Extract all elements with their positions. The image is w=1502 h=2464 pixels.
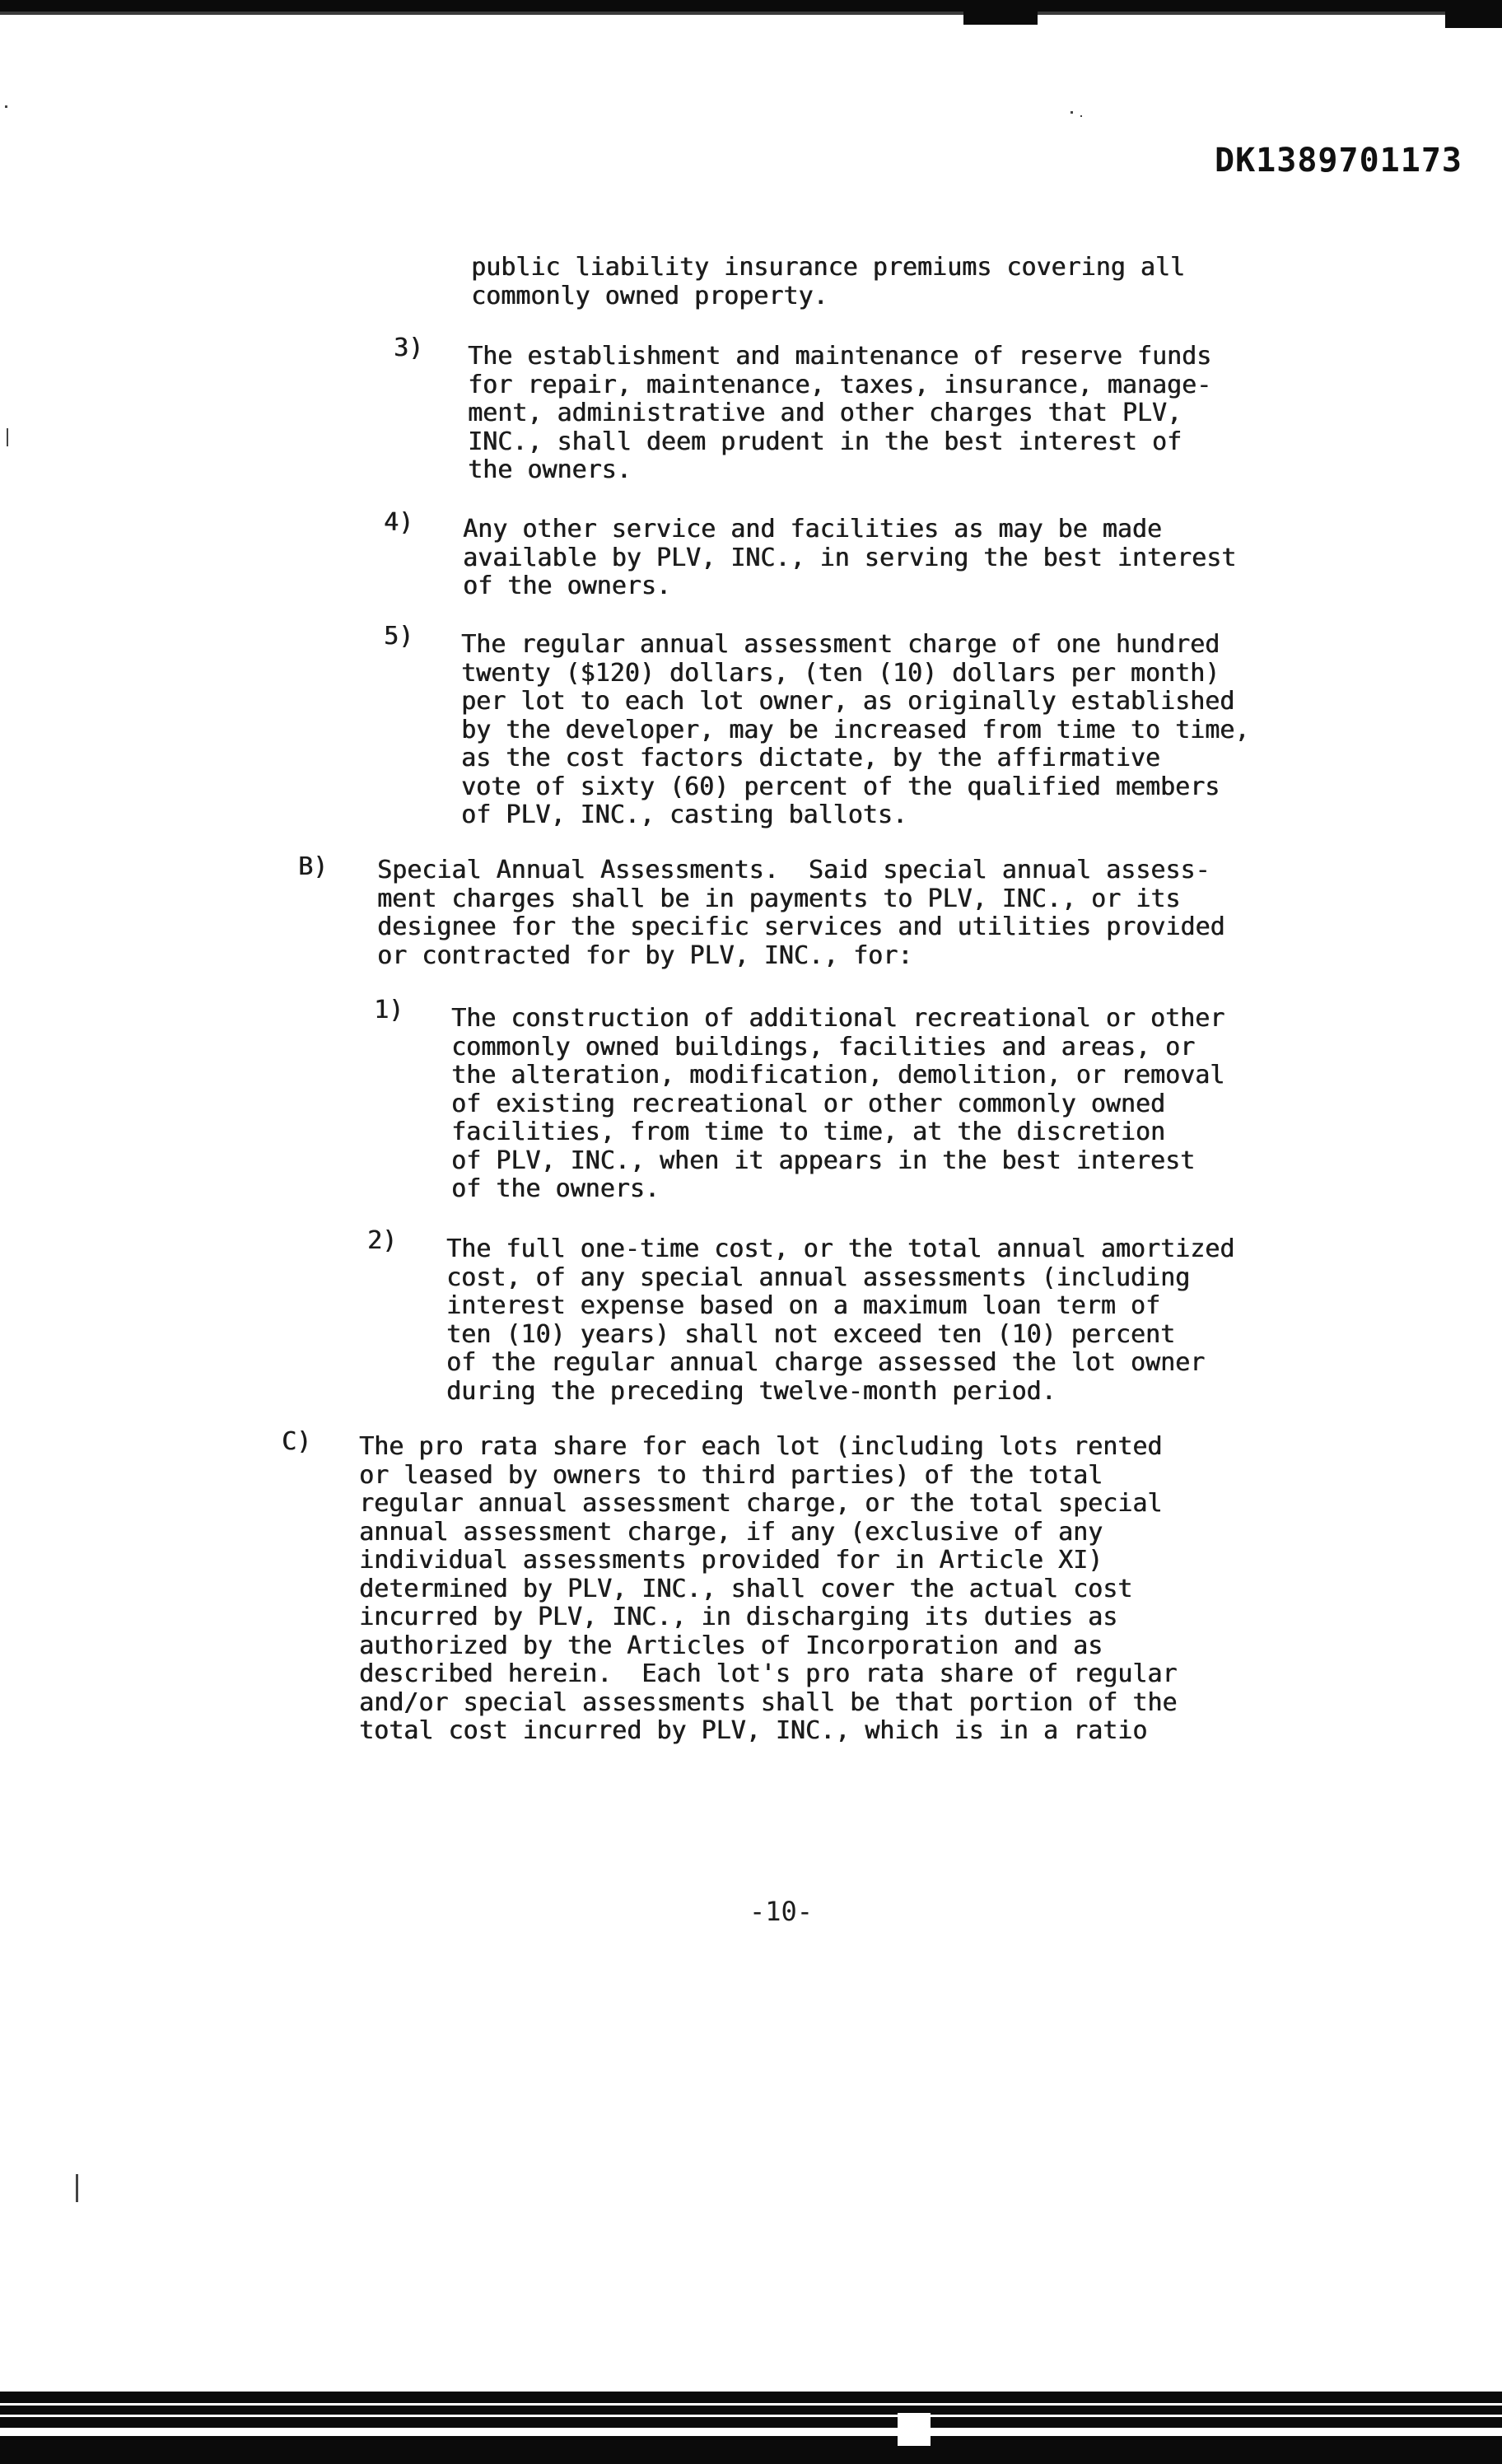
scan-blot: [963, 0, 1038, 25]
document-number: DK1389701173: [1215, 142, 1462, 180]
scan-border-top: [0, 0, 1502, 12]
scan-border-bottom: [0, 2392, 1502, 2428]
item-label-b1: 1): [374, 996, 404, 1024]
paragraph-continuation: public liability insurance premiums covering all commonly owned property.: [471, 253, 1185, 310]
scan-stripe: [0, 2415, 1502, 2417]
item-b1-text: The construction of additional recreational or other commonly owned buildings, facilities and areas, or the alteration, modification, demolition, or removal of existing recreational or other commonly owned facilities, from time to time, at the discretion of PLV, INC., when it appears in the best interest of the owners.: [451, 1004, 1225, 1203]
scan-blot: [898, 2413, 931, 2446]
item-label-b2: 2): [367, 1226, 398, 1255]
item-label-3: 3): [394, 334, 424, 362]
item-b2-text: The full one-time cost, or the total annual amortized cost, of any special annual assessments (including interest expense based on a maximum loan term of ten (10) years) shall not exceed ten (10) percent of the regular annual charge assessed the lot owner during the preceding twelve-month period.: [446, 1234, 1235, 1406]
section-b-text: Special Annual Assessments. Said special annual assess- ment charges shall be in payments to PLV, INC., or its designee for the specific services and utilities provided or contracted for by PLV, INC., for:: [377, 856, 1225, 970]
scan-stripe: [0, 2403, 1502, 2406]
section-c-text: The pro rata share for each lot (including lots rented or leased by owners to third parties) of the total regular annual assessment charge, or the total special annual assessment charge, if any (exclusive of any individual assessments provided for in Article XI) determined by PLV, INC., shall cover the actual cost incurred by PLV, INC., in discharging its duties as authorized by the Articles of Incorporation and as described herein. Each lot's pro rata share of regular and/or special assessments shall be that portion of the total cost incurred by PLV, INC., which is in a ratio: [359, 1432, 1178, 1745]
section-label-b: B): [298, 852, 329, 881]
item-label-5: 5): [384, 622, 414, 651]
scan-speck: [5, 105, 7, 108]
scan-border-bottom-lower: [0, 2436, 1502, 2464]
page-number: -10-: [749, 1896, 814, 1927]
scan-speck: [1071, 111, 1073, 114]
scan-blot: [1445, 0, 1502, 28]
item-5-text: The regular annual assessment charge of one hundred twenty ($120) dollars, (ten (10) dollars per month) per lot to each lot owner, as originally established by the developer, may be increased from time to time, as the cost factors dictate, by the affirmative vote of sixty (60) percent of the qualified members of PLV, INC., casting ballots.: [461, 630, 1250, 829]
scan-speck: [7, 428, 8, 446]
section-label-c: C): [282, 1427, 312, 1456]
scan-border-top-shadow: [0, 12, 1502, 15]
scan-speck: [1080, 115, 1082, 117]
scan-gap-bottom: [0, 2428, 1502, 2436]
item-label-4: 4): [384, 508, 414, 537]
scan-speck: [76, 2174, 78, 2202]
item-3-text: The establishment and maintenance of reserve funds for repair, maintenance, taxes, insurance, manage- ment, administrative and other charges that PLV, INC., shall deem prudent in the best interest of the owners.: [468, 342, 1212, 484]
item-4-text: Any other service and facilities as may be made available by PLV, INC., in serving the best interest of the owners.: [463, 515, 1237, 600]
